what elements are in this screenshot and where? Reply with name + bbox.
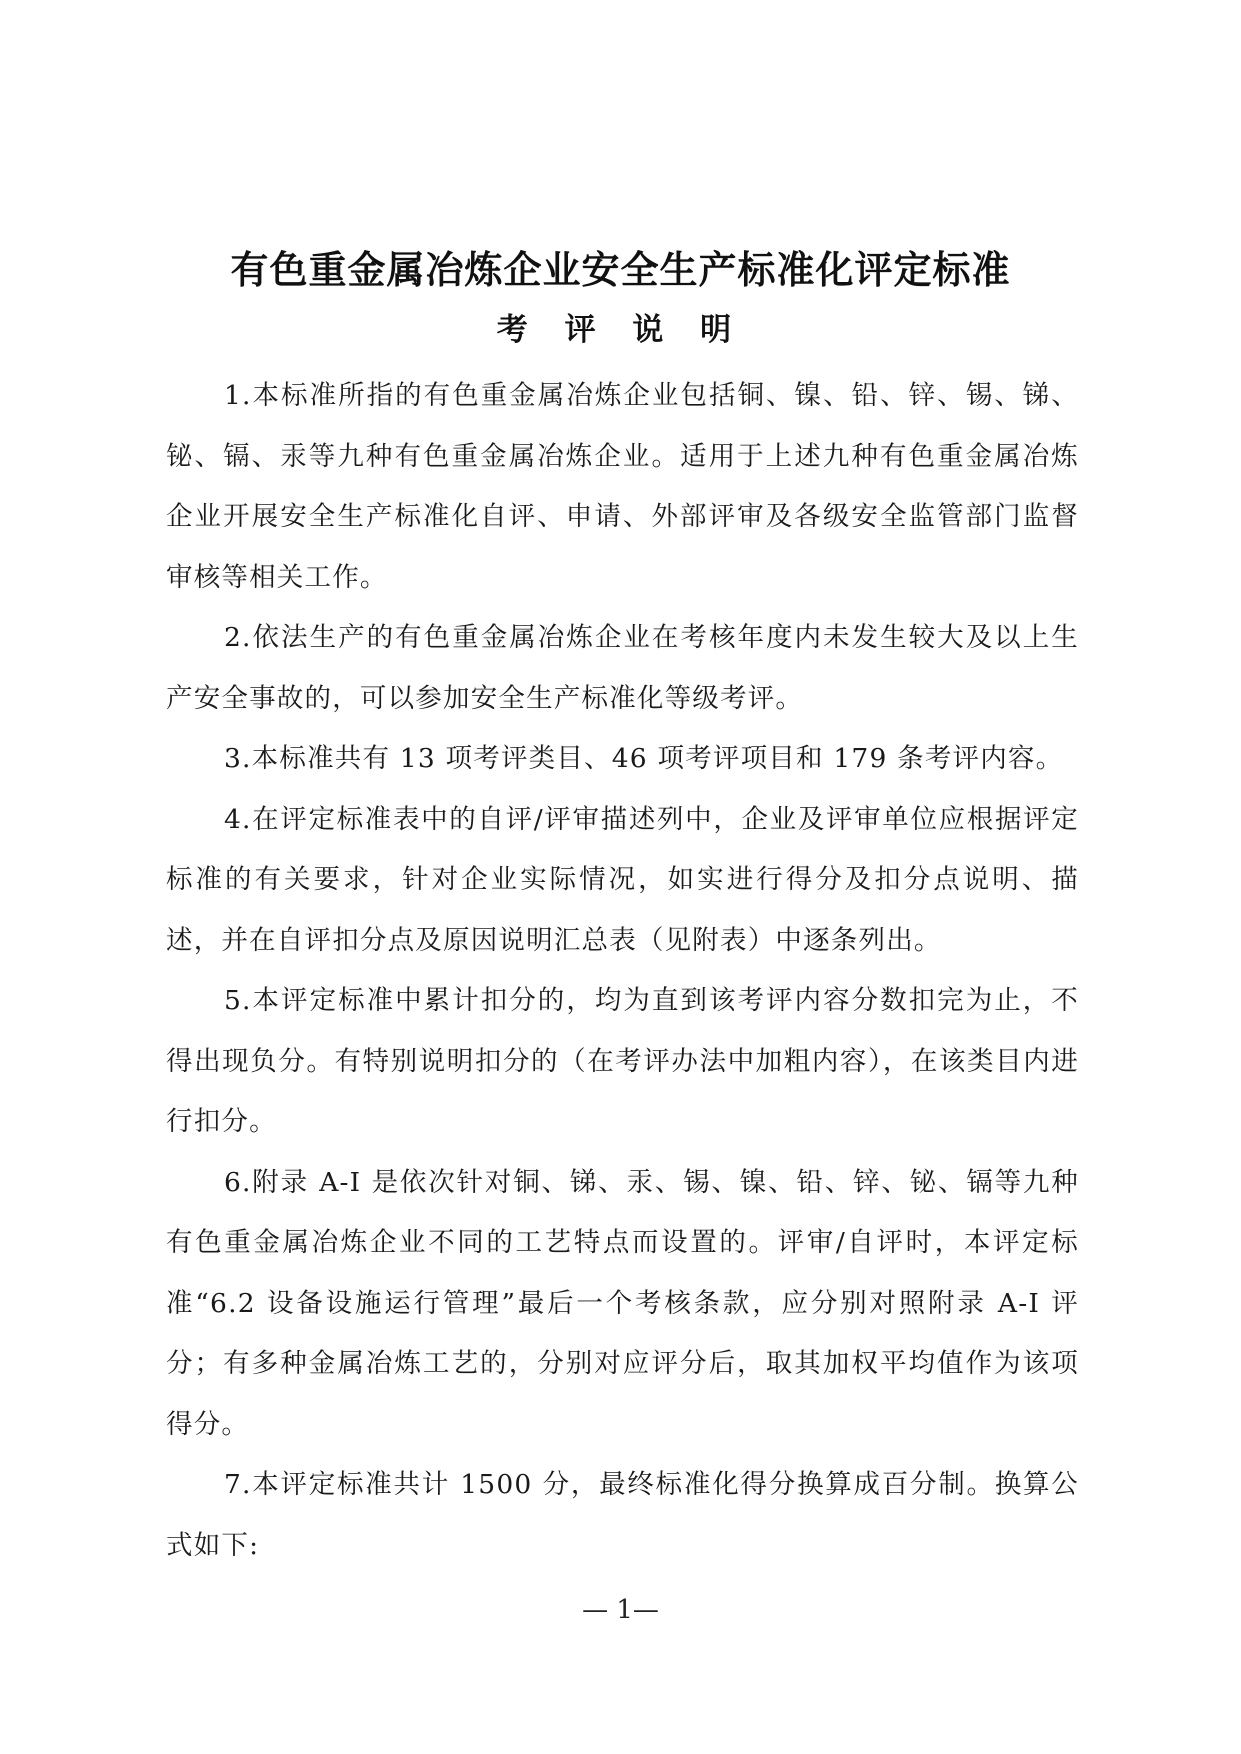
paragraph-6: 6.附录 A-I 是依次针对铜、锑、汞、锡、镍、铅、锌、铋、镉等九种有色重金属冶炼企业不同的工艺特点而设置的。评审/自评时，本评定标准“6.2 设备设施运行管理”最后一个考核条款，应分别对照附录 A-I 评分；有多种金属冶炼工艺的，分别对应评分后，取其加权平均值作为该项得分。 — [166, 1166, 1079, 1440]
paragraph-1: 1.本标准所指的有色重金属冶炼企业包括铜、镍、铅、锌、锡、锑、铋、镉、汞等九种有色重金属冶炼企业。适用于上述九种有色重金属冶炼企业开展安全生产标准化自评、申请、外部评审及各级安全监管部门监督审核等相关工作。 — [166, 380, 1079, 593]
document-body — [166, 366, 1079, 1576]
paragraph-3: 3.本标准共有 13 项考评类目、46 项考评项目和 179 条考评内容。 — [224, 743, 1064, 774]
page-number: — 1— — [582, 1595, 659, 1625]
document-subtitle: 考 评 说 明 — [496, 312, 745, 348]
paragraph-7: 7.本评定标准共计 1500 分，最终标准化得分换算成百分制。换算公式如下: — [166, 1469, 1079, 1561]
paragraph-2: 2.依法生产的有色重金属冶炼企业在考核年度内未发生较大及以上生产安全事故的，可以参加安全生产标准化等级考评。 — [166, 622, 1079, 714]
paragraph-5: 5.本评定标准中累计扣分的，均为直到该考评内容分数扣完为止，不得出现负分。有特别说明扣分的（在考评办法中加粗内容），在该类目内进行扣分。 — [166, 985, 1079, 1137]
document-title: 有色重金属冶炼企业安全生产标准化评定标准 — [230, 248, 1011, 292]
paragraph-4: 4.在评定标准表中的自评/评审描述列中，企业及评审单位应根据评定标准的有关要求，针对企业实际情况，如实进行得分及扣分点说明、描述，并在自评扣分点及原因说明汇总表（见附表）中逐条列出。 — [166, 803, 1079, 956]
